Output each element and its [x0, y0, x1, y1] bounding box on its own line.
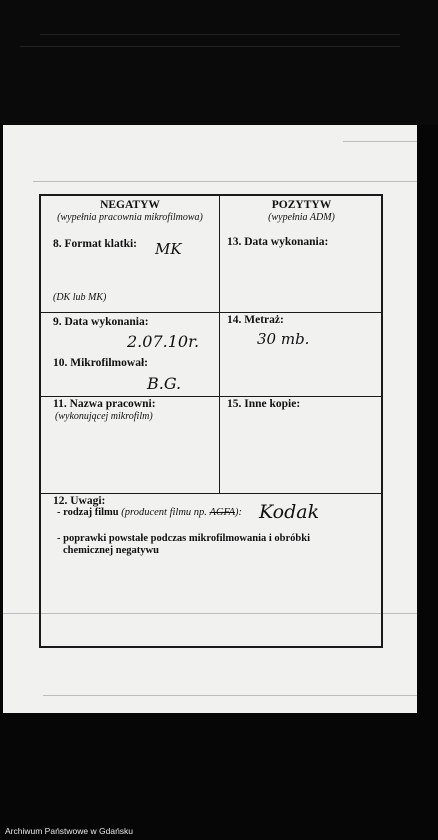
ruled-line [33, 181, 417, 182]
film-type-hint-end: ): [235, 507, 243, 518]
format-label: 8. Format klatki: [53, 238, 138, 250]
row-divider [41, 312, 381, 313]
document-card [3, 125, 417, 713]
film-streak [40, 34, 400, 35]
filmed-by-label: 10. Mikrofilmował: [53, 357, 148, 369]
date-value: 2.07.10r. [127, 332, 200, 351]
row-divider [41, 396, 381, 397]
pozytyw-title: POZYTYW [271, 199, 332, 211]
form-table [39, 194, 383, 648]
length-value: 30 mb. [257, 330, 310, 348]
column-divider [219, 196, 220, 494]
date-label: 9. Data wykonania: [53, 316, 149, 328]
ruled-line [43, 695, 417, 696]
film-type-example: AGFA [209, 507, 236, 518]
film-border-top [0, 0, 438, 125]
corrections-label-line2: chemicznej negatywu [63, 545, 159, 556]
row-divider [41, 493, 381, 494]
pozytyw-subtitle: (wypełnia ADM) [268, 212, 335, 223]
archive-footer: Archiwum Państwowe w Gdańsku [5, 826, 134, 836]
corrections-label-line1: - poprawki powstałe podczas mikrofilmowania i obróbki [57, 533, 310, 544]
positive-date-label: 13. Data wykonania: [227, 236, 329, 248]
negatyw-subtitle: (wypełnia pracownia mikrofilmowa) [57, 212, 203, 223]
length-label: 14. Metraż: [227, 314, 284, 326]
format-value: MK [155, 240, 182, 258]
lab-name-label: 11. Nazwa pracowni: [53, 398, 156, 410]
format-hint: (DK lub MK) [53, 292, 107, 303]
film-type-label: - rodzaj filmu [57, 507, 119, 518]
film-type-value: Kodak [259, 501, 320, 523]
lab-name-hint: (wykonującej mikrofilm) [55, 411, 153, 422]
negatyw-title: NEGATYW [100, 199, 160, 211]
other-copies-label: 15. Inne kopie: [227, 398, 301, 410]
ruled-line [343, 141, 417, 142]
film-streak [20, 46, 400, 47]
film-type-row [57, 507, 242, 518]
remarks-label: 12. Uwagi: [53, 495, 106, 507]
filmed-by-value: B.G. [147, 374, 182, 393]
film-type-hint: (producent filmu np. [121, 507, 207, 518]
